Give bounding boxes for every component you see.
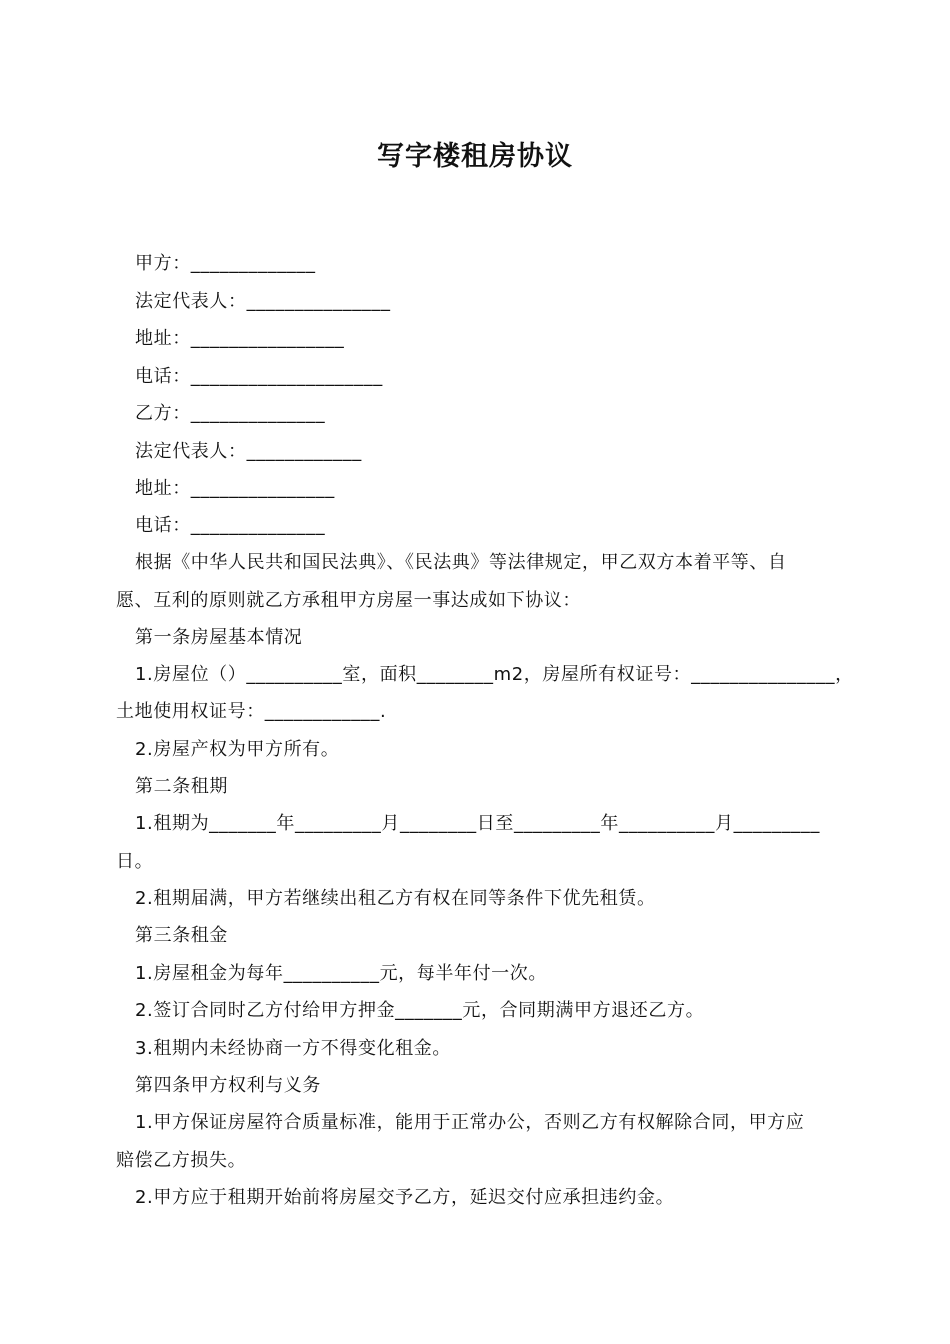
party-a-address-line: 地址：________________ (135, 328, 345, 349)
article-4-item-1-line-1: 1.甲方保证房屋符合质量标准，能用于正常办公，否则乙方有权解除合同，甲方应 (135, 1112, 805, 1133)
article-4-heading: 第四条甲方权利与义务 (135, 1075, 321, 1096)
article-1-item-2: 2.房屋产权为甲方所有。 (135, 739, 340, 760)
preamble-line-1: 根据《中华人民共和国民法典》、《民法典》等法律规定，甲乙双方本着平等、自 (135, 552, 787, 573)
party-b-line: 乙方：______________ (135, 403, 326, 424)
article-1-heading: 第一条房屋基本情况 (135, 627, 303, 648)
preamble-line-2: 愿、互利的原则就乙方承租甲方房屋一事达成如下协议： (116, 590, 581, 611)
article-3-heading: 第三条租金 (135, 925, 228, 946)
article-4-item-2: 2.甲方应于租期开始前将房屋交予乙方，延迟交付应承担违约金。 (135, 1187, 675, 1208)
article-2-item-1-line-1: 1.租期为_______年_________月________日至_________年__________月_________ (135, 813, 820, 834)
article-3-item-3: 3.租期内未经协商一方不得变化租金。 (135, 1038, 451, 1059)
article-2-heading: 第二条租期 (135, 776, 228, 797)
party-b-phone-line: 电话：______________ (135, 515, 326, 536)
article-3-item-1: 1.房屋租金为每年__________元，每半年付一次。 (135, 963, 547, 984)
document-title: 写字楼租房协议 (377, 141, 573, 172)
article-4-item-1-line-2: 赔偿乙方损失。 (116, 1150, 247, 1171)
article-1-item-1-line-2: 土地使用权证号：____________. (116, 701, 387, 722)
party-b-representative-line: 法定代表人：____________ (135, 441, 362, 462)
article-2-item-2: 2.租期届满，甲方若继续出租乙方有权在同等条件下优先租赁。 (135, 888, 656, 909)
party-a-phone-line: 电话：____________________ (135, 366, 383, 387)
article-3-item-2: 2.签订合同时乙方付给甲方押金_______元，合同期满甲方退还乙方。 (135, 1000, 705, 1021)
party-b-address-line: 地址：_______________ (135, 478, 335, 499)
article-2-item-1-line-2: 日。 (116, 851, 154, 872)
party-a-line: 甲方：_____________ (135, 253, 316, 274)
party-a-representative-line: 法定代表人：_______________ (135, 291, 391, 312)
article-1-item-1-line-1: 1.房屋位（）__________室，面积________m2，房屋所有权证号：_______________， (135, 664, 854, 685)
